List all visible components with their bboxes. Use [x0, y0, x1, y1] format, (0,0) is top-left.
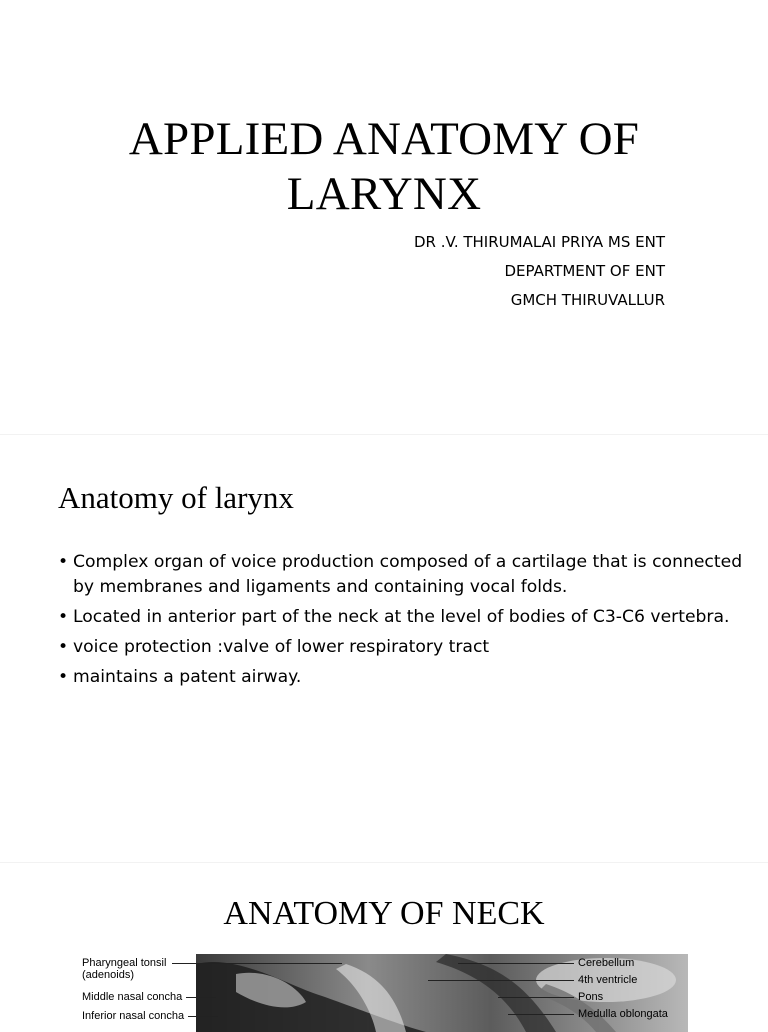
label-cerebellum: Cerebellum: [578, 957, 635, 969]
title-slide: [0, 0, 768, 428]
bullet-dot-icon: •: [58, 552, 69, 572]
figure-slide: [0, 870, 768, 1024]
bullet-item: [58, 550, 748, 600]
leader-line: [186, 997, 216, 998]
label-adenoids: (adenoids): [82, 969, 134, 981]
neck-mri-figure: [78, 952, 690, 1032]
bullet-item: [58, 605, 748, 630]
bullet-item: [58, 635, 748, 660]
slide-title: Anatomy of larynx: [58, 480, 294, 515]
title-line-1: APPLIED ANATOMY OF: [128, 113, 640, 165]
slide-divider: [0, 434, 768, 435]
author-name: DR .V. THIRUMALAI PRIYA MS ENT: [413, 233, 665, 251]
bullet-text: voice protection :valve of lower respiratory tract: [73, 637, 490, 657]
bullet-dot-icon: •: [58, 667, 69, 687]
leader-line: [428, 980, 574, 981]
leader-line: [458, 963, 574, 964]
label-inferior-nasal-concha: Inferior nasal concha: [82, 1010, 185, 1022]
bullet-dot-icon: •: [58, 607, 69, 627]
leader-line: [498, 997, 574, 998]
leader-line: [508, 1014, 574, 1015]
department: DEPARTMENT OF ENT: [504, 262, 665, 280]
leader-line: [188, 1016, 218, 1017]
label-middle-nasal-concha: Middle nasal concha: [82, 991, 183, 1003]
leader-line: [172, 963, 342, 964]
bullet-list: [58, 550, 748, 695]
institution: GMCH THIRUVALLUR: [510, 291, 665, 309]
label-pharyngeal-tonsil: Pharyngeal tonsil: [82, 957, 167, 969]
slide-divider: [0, 862, 768, 863]
bullet-dot-icon: •: [58, 637, 69, 657]
author-block: [414, 228, 665, 315]
label-medulla-oblongata: Medulla oblongata: [578, 1008, 668, 1020]
bullet-text: Located in anterior part of the neck at the level of bodies of C3-C6 vertebra.: [73, 607, 730, 627]
bullet-text: maintains a patent airway.: [73, 667, 302, 687]
bullet-text: Complex organ of voice production composed of a cartilage that is connected by membranes and ligaments and containing vocal folds.: [73, 552, 743, 597]
bullet-item: [58, 665, 748, 690]
label-4th-ventricle: 4th ventricle: [578, 974, 638, 986]
slide-title: ANATOMY OF NECK: [223, 895, 545, 932]
content-slide: [0, 440, 768, 850]
label-pons: Pons: [578, 991, 604, 1003]
title-line-2: LARYNX: [286, 168, 482, 220]
presentation-title: [84, 112, 684, 222]
